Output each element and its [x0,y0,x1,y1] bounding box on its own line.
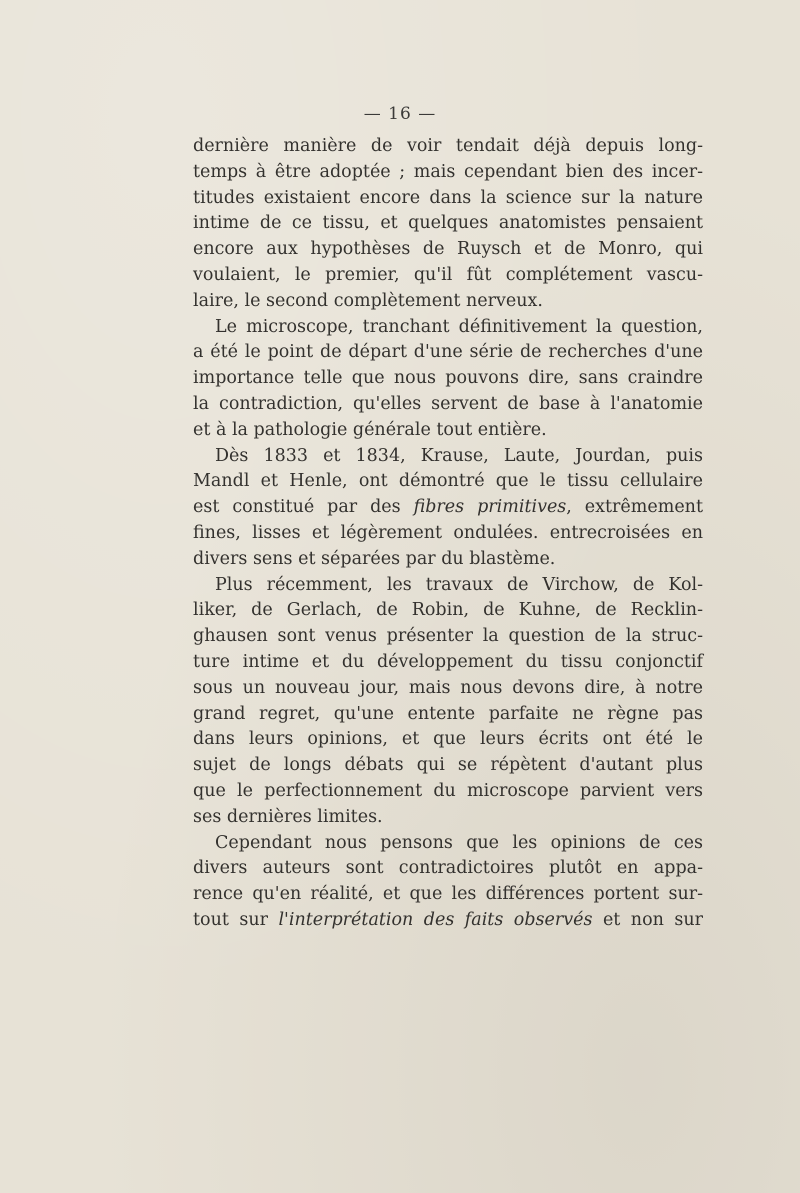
text-line: sujet de longs débats qui se répètent d'autant plus [193,755,703,776]
text-line-mixed [193,908,703,934]
text-line: Dès 1833 et 1834, Krause, Laute, Jourdan, puis [215,445,703,466]
text-line: que le perfectionnement du microscope parvient vers [193,780,703,801]
paragraph-5 [193,831,703,934]
text-line: importance telle que nous pouvons dire, sans craindre [193,368,703,389]
text-line: laire, le second complètement nerveux. [193,290,543,311]
text-line: encore aux hypothèses de Ruysch et de Monro, qui [193,239,703,260]
text-line: voulaient, le premier, qu'il fût complétement vascu- [193,264,703,285]
paragraph-1 [193,134,703,315]
text-line: ses dernières limites. [193,806,383,827]
text-line: Le microscope, tranchant définitivement la question, [215,316,703,337]
text-line: titudes existaient encore dans la science sur la nature [193,187,703,208]
text-line: temps à être adoptée ; mais cependant bien des incer- [193,161,703,182]
text-line: sous un nouveau jour, mais nous devons dire, à notre [193,677,703,698]
page-number: — 16 — [363,104,437,124]
paragraph-3 [193,444,703,573]
text-line: la contradiction, qu'elles servent de base à l'anatomie [193,393,703,414]
text-line: Cependant nous pensons que les opinions de ces [215,832,703,853]
paragraph-2 [193,315,703,444]
text-line: a été le point de départ d'une série de recherches d'une [193,342,703,363]
text-segment: tout sur [193,909,279,930]
text-line: dans leurs opinions, et que leurs écrits ont été le [193,729,703,750]
text-segment: et non sur [592,909,703,930]
text-line-mixed [193,495,703,521]
paragraph-4 [193,573,703,831]
text-line: ture intime et du développement du tissu conjonctif [193,651,703,672]
text-segment: , extrêmement [566,497,703,518]
text-line: ghausen sont venus présenter la question de la struc- [193,626,703,647]
text-line: Mandl et Henle, ont démontré que le tissu cellulaire [193,471,703,492]
text-line: divers auteurs sont contradictoires plutôt en appa- [193,858,703,879]
text-line: rence qu'en réalité, et que les différences portent sur- [193,884,703,905]
text-line: intime de ce tissu, et quelques anatomistes pensaient [193,213,703,234]
text-line: et à la pathologie générale tout entière. [193,419,547,440]
text-line: divers sens et séparées par du blastème. [193,548,556,569]
text-segment: est constitué par des [193,497,414,518]
text-line: dernière manière de voir tendait déjà depuis long- [193,136,703,156]
text-line: Plus récemment, les travaux de Virchow, de Kol- [215,574,703,595]
text-line: fines, lisses et légèrement ondulées. entrecroisées en [193,522,703,543]
text-line: liker, de Gerlach, de Robin, de Kuhne, de Recklin- [193,600,703,621]
italic-term: l'interprétation des faits observés [278,909,593,930]
italic-term: fibres primitives [413,497,567,518]
body-text [193,134,703,934]
text-line: grand regret, qu'une entente parfaite ne règne pas [193,703,703,724]
